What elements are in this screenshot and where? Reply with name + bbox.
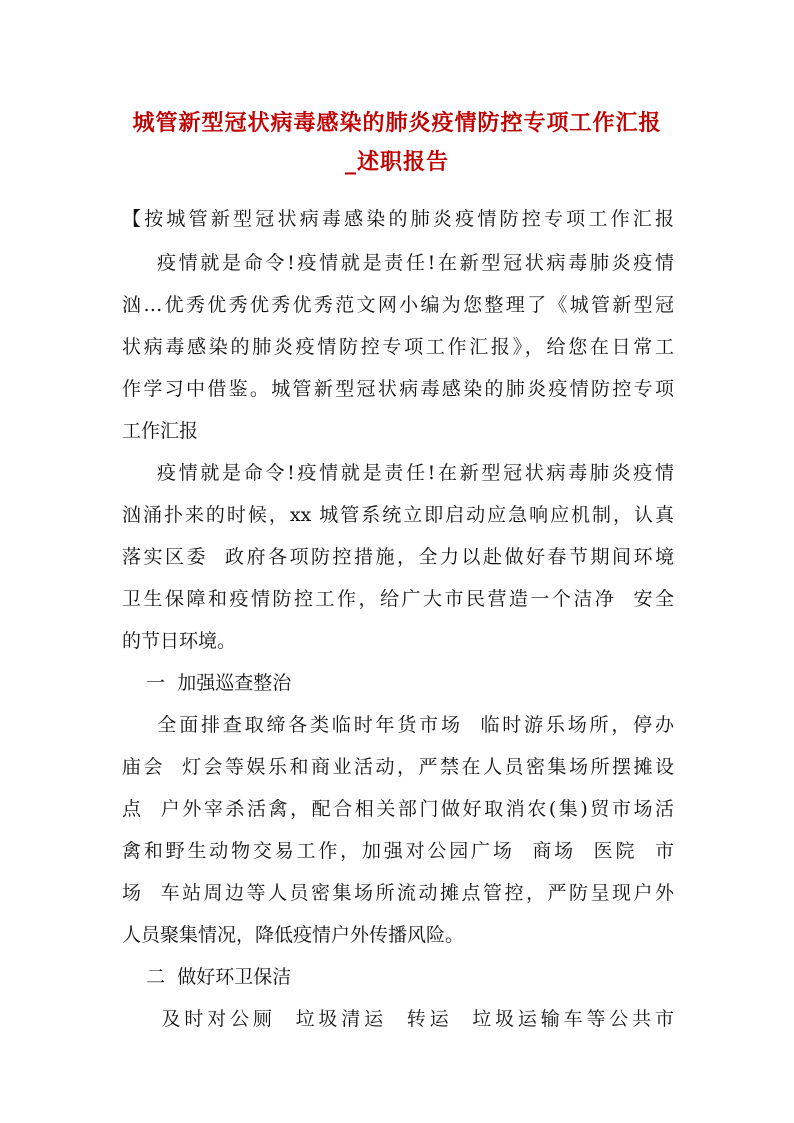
- body-line-12: 全面排查取缔各类临时年货市场 临时游乐场所，停办: [122, 714, 674, 736]
- body-line-2: 疫情就是命令!疫情就是责任!在新型冠状病毒肺炎疫情: [122, 252, 674, 274]
- body-line-8: 汹涌扑来的时候，xx 城管系统立即启动应急响应机制，认真: [122, 504, 674, 526]
- document-title-line-1: 城管新型冠状病毒感染的肺炎疫情防控专项工作汇报: [132, 110, 662, 136]
- body-line-18: 及时对公厕 垃圾清运 转运 垃圾运输车等公共市: [122, 1008, 674, 1030]
- body-line-10: 卫生保障和疫情防控工作，给广大市民营造一个洁净 安全: [122, 588, 674, 610]
- body-line-14: 点 户外宰杀活禽，配合相关部门做好取消农(集)贸市场活: [122, 798, 674, 820]
- body-line-9: 落实区委 政府各项防控措施，全力以赴做好春节期间环境: [122, 546, 674, 568]
- body-line-1: 【按城管新型冠状病毒感染的肺炎疫情防控专项工作汇报: [122, 208, 674, 230]
- body-line-16: 场 车站周边等人员密集场所流动摊点管控，严防呈现户外: [122, 882, 674, 904]
- document-title-line-2: _述职报告: [344, 149, 449, 175]
- body-line-5: 作学习中借鉴。城管新型冠状病毒感染的肺炎疫情防控专项: [122, 378, 674, 400]
- body-line-7: 疫情就是命令!疫情就是责任!在新型冠状病毒肺炎疫情: [122, 462, 674, 484]
- section-heading-1: 一 加强巡查整治: [122, 672, 292, 694]
- body-line-11: 的节日环境。: [122, 630, 237, 652]
- body-line-3: 汹…优秀优秀优秀优秀范文网小编为您整理了《城管新型冠: [122, 294, 674, 316]
- section-heading-2: 二 做好环卫保洁: [122, 966, 292, 988]
- body-line-13: 庙会 灯会等娱乐和商业活动，严禁在人员密集场所摆摊设: [122, 756, 674, 778]
- body-line-15: 禽和野生动物交易工作，加强对公园广场 商场 医院 市: [122, 840, 674, 862]
- body-line-17: 人员聚集情况，降低疫情户外传播风险。: [122, 924, 465, 946]
- body-line-4: 状病毒感染的肺炎疫情防控专项工作汇报》，给您在日常工: [122, 336, 674, 358]
- body-line-6: 工作汇报: [122, 420, 199, 442]
